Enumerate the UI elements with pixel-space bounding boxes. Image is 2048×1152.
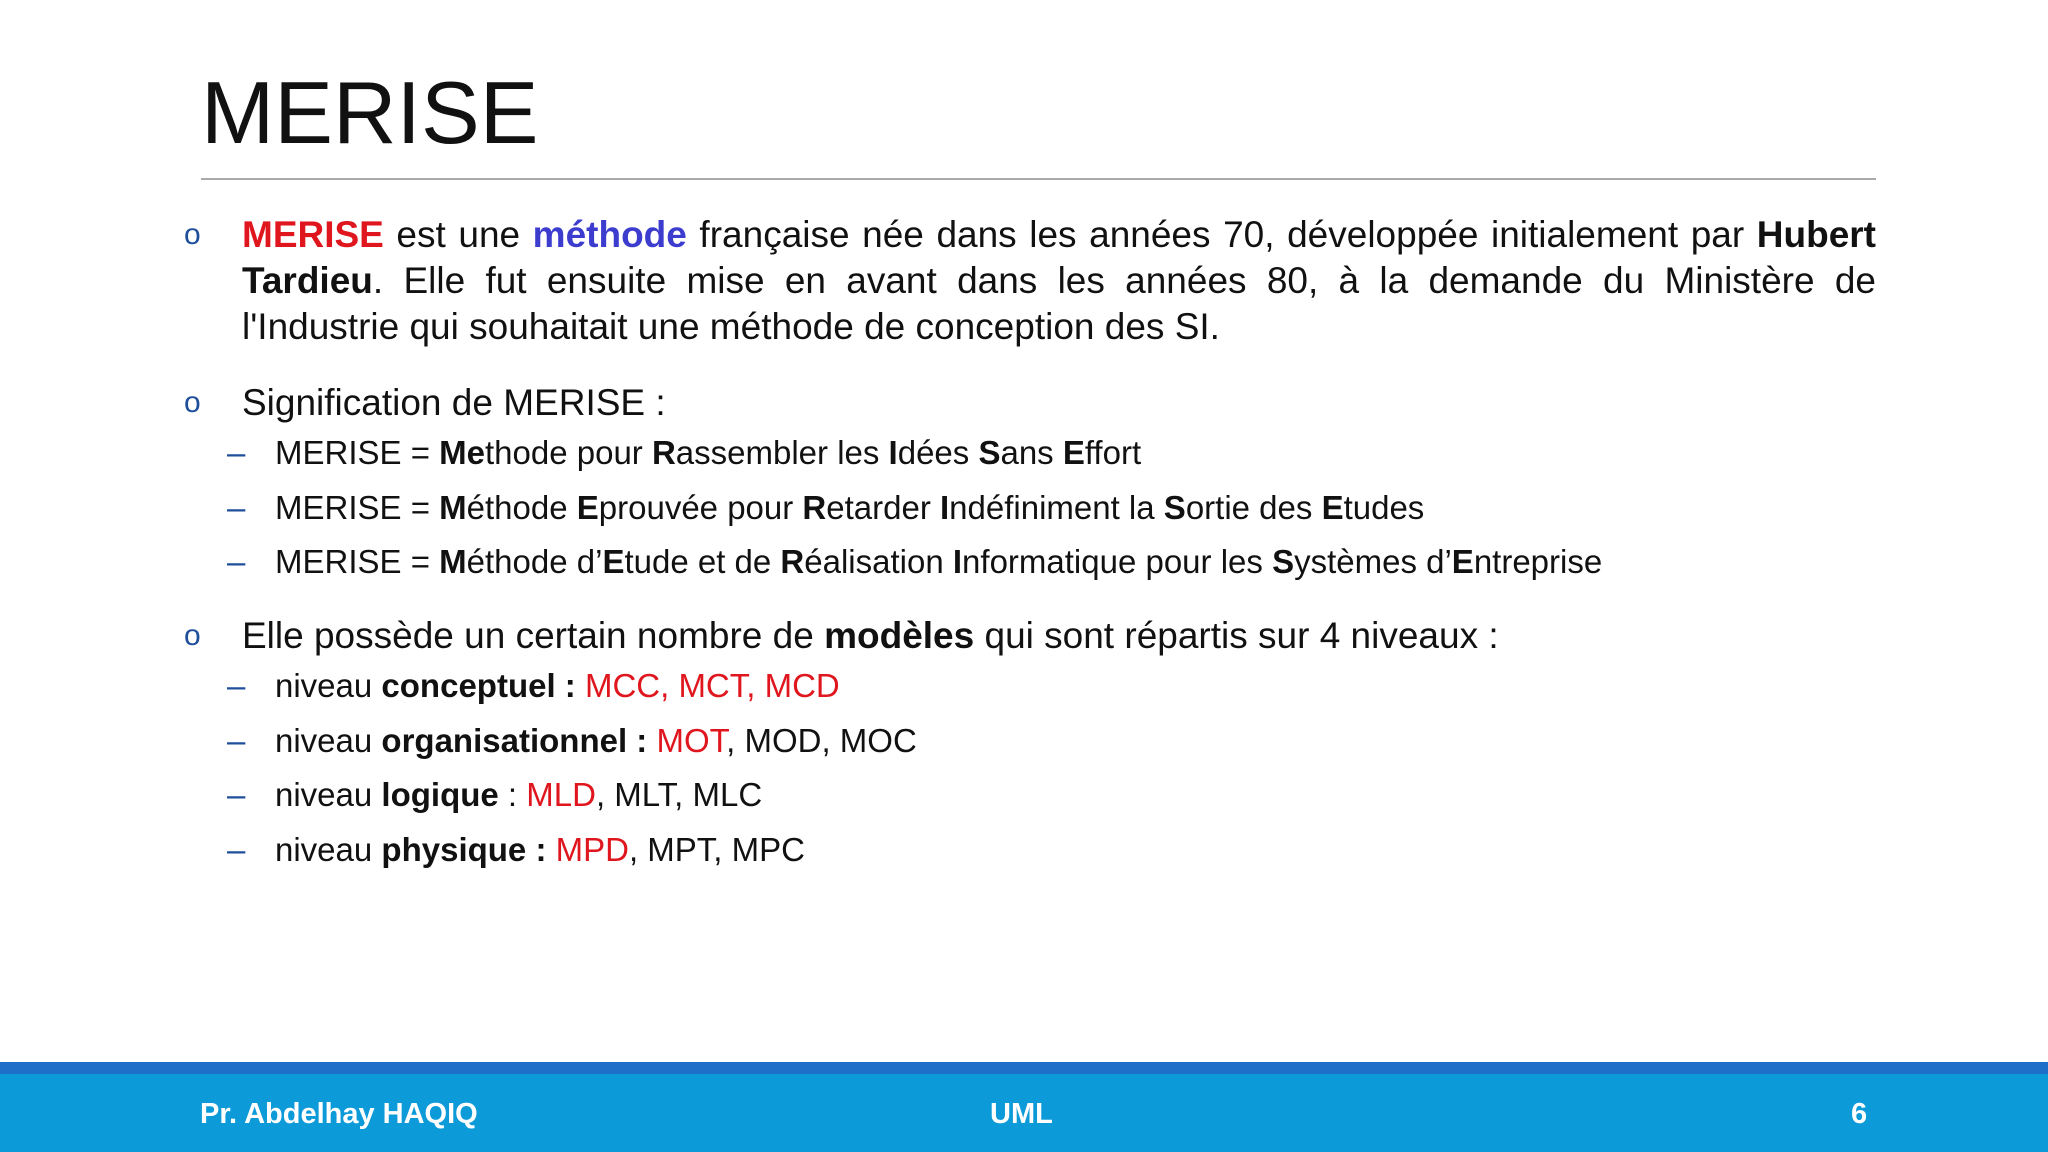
level-prefix: niveau — [275, 721, 382, 759]
acronym-letter: R — [802, 488, 827, 526]
acronym-letter: S — [1272, 543, 1295, 580]
acronym-word-rest: tudes — [1343, 488, 1425, 526]
acronym-letter: R — [780, 543, 805, 580]
acronym-letter: S — [1163, 488, 1186, 526]
acronym-letter: E — [1062, 434, 1085, 471]
footer-bar — [0, 1074, 2048, 1152]
dash-marker-icon: – — [227, 488, 246, 526]
acronym-letter: R — [651, 434, 676, 471]
dash-marker-icon: – — [227, 543, 246, 580]
levels-list — [180, 665, 1876, 871]
acronym-word-rest: éthode — [466, 488, 577, 526]
acronym-letter: I — [939, 488, 950, 526]
level-name: physique : — [381, 830, 547, 868]
dash-marker-icon: – — [227, 830, 246, 868]
level-rest: , MLT, MLC — [595, 776, 763, 813]
level-prefix: niveau — [275, 776, 382, 813]
acronym-letter: E — [1451, 543, 1474, 580]
merise-highlight: MERISE — [242, 214, 384, 255]
acronym-letter: E — [602, 543, 625, 580]
level-item — [180, 774, 1876, 816]
bullet-intro — [180, 212, 1876, 350]
slide-title: MERISE — [201, 63, 539, 162]
models-text-1: Elle possède un certain nombre de — [242, 615, 825, 656]
level-rest: , MPT, MPC — [628, 830, 805, 868]
models-bold: modèles — [824, 615, 975, 656]
level-highlight: MLD — [526, 776, 596, 813]
footer-author: Pr. Abdelhay HAQIQ — [200, 1098, 478, 1130]
footer-course: UML — [990, 1098, 1053, 1130]
author-name: Hubert Tardieu — [242, 214, 1876, 301]
level-prefix: niveau — [275, 830, 382, 868]
level-prefix: niveau — [275, 667, 382, 704]
signification-list — [180, 432, 1876, 583]
bullet-models — [180, 613, 1876, 659]
acronym-word-rest: ystèmes d’ — [1294, 543, 1452, 580]
methode-highlight: méthode — [532, 214, 687, 255]
acronym-letter: I — [952, 543, 963, 580]
acronym-word-rest: ans — [1000, 434, 1063, 471]
level-separator: : — [498, 776, 527, 813]
dash-marker-icon: – — [227, 776, 246, 813]
signification-prefix: MERISE = — [275, 434, 440, 471]
acronym-letter: E — [1321, 488, 1344, 526]
level-highlight: MPD — [555, 830, 629, 868]
acronym-word-rest: ndéfiniment la — [949, 488, 1164, 526]
acronym-letter: M — [439, 543, 467, 580]
acronym-word-rest: dées — [897, 434, 979, 471]
signification-item — [180, 432, 1876, 474]
acronym-word-rest: ntreprise — [1473, 543, 1603, 580]
bullet-marker-icon: o — [184, 619, 201, 652]
dash-marker-icon: – — [227, 667, 246, 704]
models-text-2: qui sont répartis sur 4 niveaux : — [974, 615, 1499, 656]
level-separator — [546, 831, 555, 868]
acronym-word-rest: assembler les — [675, 434, 889, 471]
acronym-word-rest: ffort — [1084, 434, 1142, 471]
intro-text-2: française née dans les années 70, développée initialement par — [686, 214, 1757, 255]
level-rest: , MOD, MOC — [726, 721, 917, 759]
level-name: logique — [381, 776, 499, 813]
signification-item — [180, 541, 1876, 583]
bullet-marker-icon: o — [184, 386, 201, 419]
bullet-signification — [180, 380, 1876, 426]
level-item — [180, 829, 1876, 871]
dash-marker-icon: – — [227, 721, 246, 759]
slide-content — [180, 212, 1876, 883]
dash-marker-icon: – — [227, 434, 246, 471]
intro-text-1: est une — [383, 214, 533, 255]
footer-page-number: 6 — [1851, 1098, 1868, 1130]
acronym-word-rest: éthode d’ — [466, 543, 603, 580]
level-separator — [576, 667, 585, 704]
level-item — [180, 665, 1876, 707]
acronym-word-rest: éalisation — [804, 543, 953, 580]
level-highlight: MOT — [656, 721, 727, 759]
title-divider — [201, 178, 1876, 180]
signification-item — [180, 487, 1876, 529]
acronym-word-rest: ortie des — [1185, 488, 1322, 526]
acronym-word-rest: thode pour — [484, 434, 652, 471]
acronym-letter: E — [576, 488, 599, 526]
acronym-word-rest: etarder — [826, 488, 940, 526]
level-name: conceptuel : — [381, 667, 576, 704]
acronym-word-rest: tude et de — [624, 543, 781, 580]
level-highlight: MCC, MCT, MCD — [584, 667, 840, 704]
acronym-letter: I — [888, 434, 898, 471]
level-name: organisationnel : — [381, 721, 648, 759]
acronym-letter: S — [978, 434, 1001, 471]
level-item — [180, 720, 1876, 762]
acronym-letter: Me — [439, 434, 485, 471]
bullet-marker-icon: o — [184, 218, 201, 251]
signification-prefix: MERISE = — [275, 488, 440, 526]
signification-prefix: MERISE = — [275, 543, 440, 580]
acronym-letter: M — [439, 488, 467, 526]
intro-text-3: . Elle fut ensuite mise en avant dans les années 80, à la demande du Ministère de l'Industrie qui souhaitait une méthode de conception des SI. — [242, 260, 1876, 347]
signification-heading: Signification de MERISE : — [242, 382, 666, 423]
footer-stripe — [0, 1062, 2048, 1074]
acronym-word-rest: prouvée pour — [598, 488, 803, 526]
acronym-word-rest: nformatique pour les — [962, 543, 1273, 580]
